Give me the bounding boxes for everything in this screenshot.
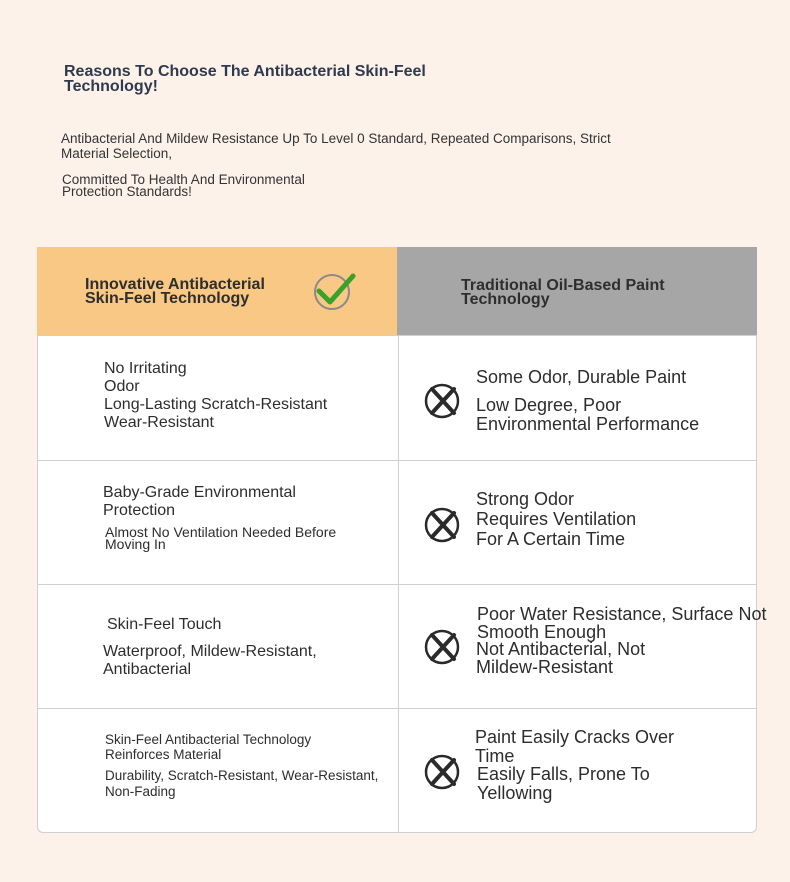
cell-text: Odor <box>104 378 140 395</box>
cell-text: Baby-Grade Environmental <box>103 484 296 501</box>
left-cell <box>38 336 399 460</box>
right-header-label: Traditional Oil-Based Paint Technology <box>461 277 665 308</box>
cell-text: Low Degree, Poor <box>476 395 622 415</box>
cell-text: Non-Fading <box>105 784 176 799</box>
cell-text: Almost No Ventilation Needed Before <box>105 524 337 540</box>
left-header-label: Innovative Antibacterial Skin-Feel Technology <box>85 276 265 307</box>
cell-text: Antibacterial <box>103 661 192 678</box>
cell-text: Some Odor, Durable Paint <box>476 367 687 387</box>
table-row <box>38 708 756 832</box>
cell-text: Time <box>475 746 515 766</box>
cell-text: Mildew-Resistant <box>476 657 614 677</box>
cell-text: Strong Odor <box>476 489 575 509</box>
right-column-header <box>397 247 757 335</box>
table-row <box>38 336 756 461</box>
cell-text: Yellowing <box>477 783 553 803</box>
x-circle-icon <box>424 753 462 791</box>
cell-text: Poor Water Resistance, Surface Not <box>477 604 767 624</box>
cell-text: Requires Ventilation <box>476 509 637 529</box>
left-cell <box>38 584 399 708</box>
cell-text: Environmental Performance <box>476 414 700 434</box>
x-circle-icon <box>424 628 462 666</box>
cell-text: Long-Lasting Scratch-Resistant <box>104 396 328 413</box>
left-column-header <box>37 247 397 335</box>
cell-text: For A Certain Time <box>476 529 626 549</box>
cell-text: Smooth Enough <box>477 622 607 642</box>
left-cell <box>38 460 399 584</box>
right-cell <box>399 336 756 460</box>
cell-text: No Irritating <box>104 360 187 377</box>
left-cell <box>38 708 399 832</box>
cell-text: Waterproof, Mildew-Resistant, <box>103 643 317 660</box>
right-cell <box>399 584 767 708</box>
cell-text: Paint Easily Cracks Over <box>475 727 675 747</box>
cell-text: Durability, Scratch-Resistant, Wear-Resistant, <box>105 768 379 783</box>
comparison-table <box>37 247 767 833</box>
table-row <box>38 460 756 585</box>
cell-text: Easily Falls, Prone To <box>477 764 650 784</box>
cell-text: Skin-Feel Touch <box>107 616 222 633</box>
cell-text: Moving In <box>105 536 166 552</box>
cell-text: Reinforces Material <box>105 747 222 762</box>
table-row <box>38 584 767 709</box>
green-check-icon <box>311 271 357 311</box>
right-cell <box>399 708 756 832</box>
cell-text: Skin-Feel Antibacterial Technology <box>105 732 312 747</box>
x-circle-icon <box>424 506 462 544</box>
cell-text: Not Antibacterial, Not <box>476 639 646 659</box>
intro-text-1: Antibacterial And Mildew Resistance Up To Level 0 Standard, Repeated Comparisons, Strict Material Selection, <box>61 131 611 161</box>
page-title: Reasons To Choose The Antibacterial Skin-Feel Technology! <box>64 63 426 95</box>
right-cell <box>399 460 756 584</box>
cell-text: Protection <box>103 502 176 519</box>
cell-text: Wear-Resistant <box>104 414 214 431</box>
table-body <box>37 335 767 833</box>
intro-text-2: Committed To Health And Environmental Protection Standards! <box>62 172 305 199</box>
x-circle-icon <box>424 382 462 420</box>
